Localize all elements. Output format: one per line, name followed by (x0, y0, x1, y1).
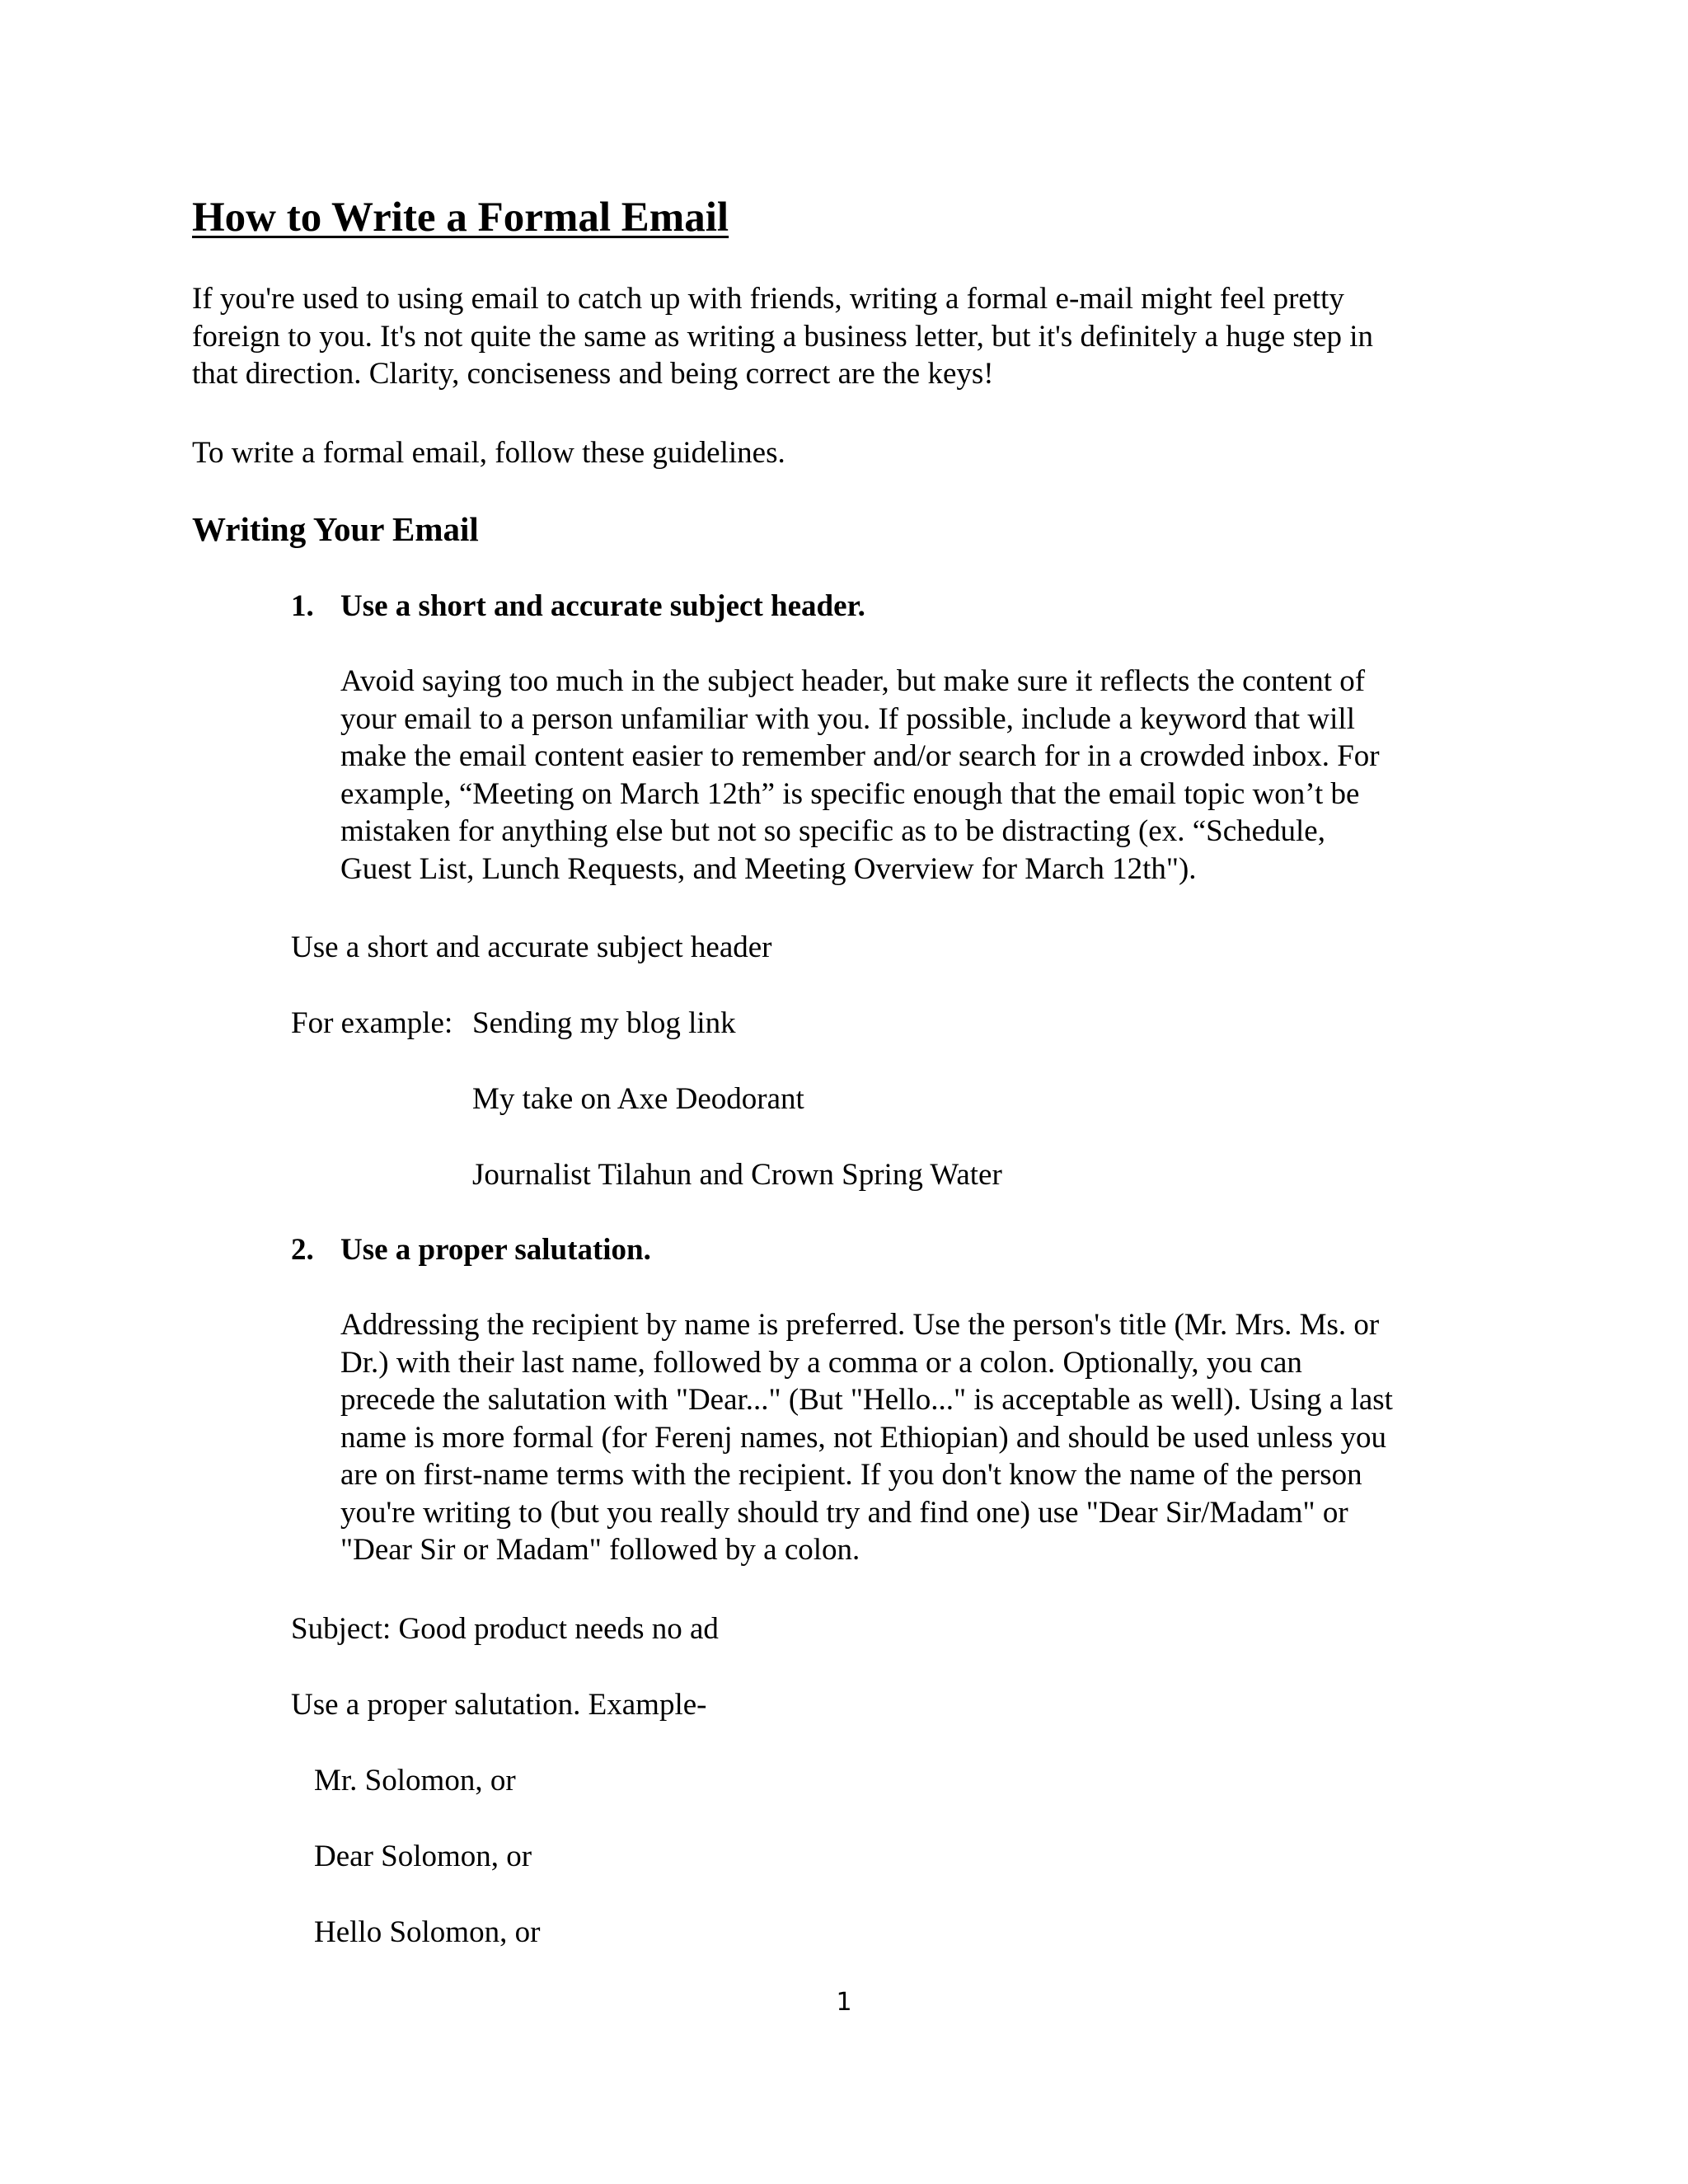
document-title: How to Write a Formal Email (192, 194, 729, 241)
item-number: 1. (291, 589, 314, 623)
item-body-line: precede the salutation with "Dear..." (But "Hello..." is acceptable as well). Using a last (340, 1383, 1393, 1417)
salutation-example: Hello Solomon, or (314, 1915, 541, 1949)
subject-example: Sending my blog link (472, 1006, 736, 1040)
item-body-line: name is more formal (for Ferenj names, not Ethiopian) and should be used unless you (340, 1420, 1387, 1455)
section-heading: Writing Your Email (192, 510, 479, 548)
subject-example: My take on Axe Deodorant (472, 1082, 804, 1116)
salutation-example: Dear Solomon, or (314, 1840, 532, 1873)
intro-line: foreign to you. It's not quite the same as writing a business letter, but it's definitely a huge step in (192, 319, 1373, 354)
item-body-line: Addressing the recipient by name is preferred. Use the person's title (Mr. Mrs. Ms. or (340, 1308, 1380, 1342)
page-number: 1 (836, 1988, 852, 2017)
item-number: 2. (291, 1233, 314, 1267)
item-body-line: mistaken for anything else but not so specific as to be distracting (ex. “Schedule, (340, 814, 1325, 848)
intro-line: If you're used to using email to catch up with friends, writing a formal e-mail might feel pretty (192, 282, 1344, 316)
example-label: For example: (291, 1006, 453, 1040)
guidelines-sentence: To write a formal email, follow these guidelines. (192, 436, 785, 470)
item-body-line: make the email content easier to remember and/or search for in a crowded inbox. For (340, 739, 1380, 773)
intro-line: that direction. Clarity, conciseness and being correct are the keys! (192, 357, 994, 391)
item-body-line: Guest List, Lunch Requests, and Meeting Overview for March 12th"). (340, 851, 1197, 886)
subject-example: Journalist Tilahun and Crown Spring Water (472, 1158, 1002, 1192)
item-body-line: are on first-name terms with the recipient. If you don't know the name of the person (340, 1458, 1362, 1492)
item-body (340, 663, 1380, 888)
item-body-line: Dr.) with their last name, followed by a comma or a colon. Optionally, you can (340, 1345, 1302, 1380)
item-body-line: Avoid saying too much in the subject header, but make sure it reflects the content of (340, 664, 1366, 698)
item-body-line: example, “Meeting on March 12th” is specific enough that the email topic won’t be (340, 776, 1360, 811)
item-heading: Use a short and accurate subject header. (340, 589, 865, 623)
subject-line: Subject: Good product needs no ad (291, 1612, 719, 1646)
item-heading: Use a proper salutation. (340, 1233, 651, 1267)
item-body-line: your email to a person unfamiliar with you. If possible, include a keyword that will (340, 701, 1355, 736)
item-body-line: you're writing to (but you really should try and find one) use "Dear Sir/Madam" or (340, 1495, 1348, 1530)
item-body (340, 1306, 1393, 1569)
subject-example-intro: Use a short and accurate subject header (291, 930, 772, 964)
intro-paragraph (192, 280, 1373, 393)
salutation-example-intro: Use a proper salutation. Example- (291, 1688, 707, 1722)
item-body-line: "Dear Sir or Madam" followed by a colon. (340, 1533, 860, 1567)
salutation-example: Mr. Solomon, or (314, 1764, 516, 1797)
